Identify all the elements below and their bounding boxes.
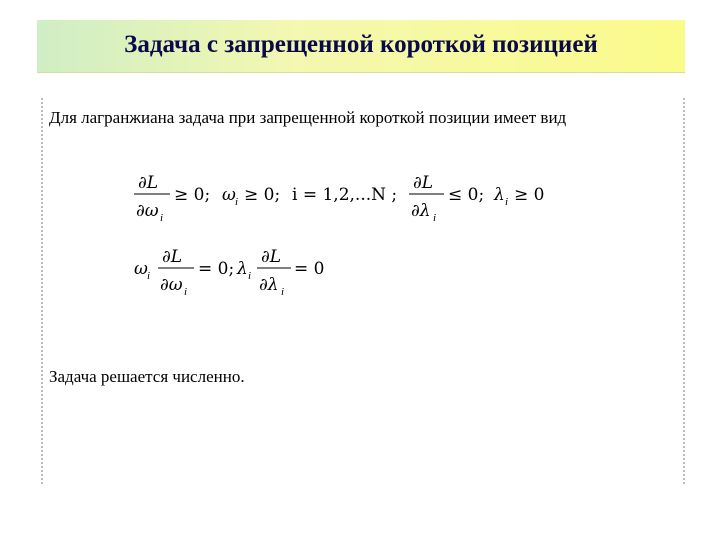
fraction-denominator: ∂λ	[411, 201, 431, 221]
dL-domega-fraction	[158, 247, 194, 298]
omega-subscript: i	[235, 196, 239, 208]
lambda-subscript: i	[505, 196, 509, 208]
dL-domega-fraction	[134, 173, 170, 224]
dL-dlambda-fraction	[409, 173, 444, 224]
fraction-numerator: ∂L	[138, 173, 159, 193]
omega-variable: ω	[134, 259, 148, 279]
fraction-numerator: ∂L	[162, 247, 183, 267]
relation-ge-zero: ≥ 0	[514, 185, 545, 205]
lambda-variable: λ	[494, 185, 505, 205]
fraction-denominator: ∂λ	[259, 275, 279, 295]
lambda-subscript: i	[248, 270, 252, 282]
omega-variable: ω	[222, 185, 236, 205]
index-range: i = 1,2,...N ;	[292, 185, 398, 205]
lambda-variable: λ	[237, 259, 248, 279]
formula-row-2	[134, 247, 324, 298]
fraction-denominator-subscript: i	[160, 212, 164, 224]
equals-zero: = 0;	[198, 259, 235, 279]
omega-subscript: i	[147, 270, 151, 282]
fraction-numerator: ∂L	[261, 247, 282, 267]
slide-title: Задача с запрещенной короткой позицией	[124, 31, 598, 58]
conclusion-text: Задача решается численно.	[49, 367, 245, 386]
fraction-denominator: ∂ω	[160, 275, 183, 295]
fraction-numerator: ∂L	[413, 173, 434, 193]
relation-ge-zero: ≥ 0;	[174, 185, 211, 205]
relation-ge-zero: ≥ 0;	[244, 185, 281, 205]
equals-zero: = 0	[294, 259, 325, 279]
dL-dlambda-fraction	[257, 247, 291, 298]
relation-le-zero: ≤ 0;	[448, 185, 485, 205]
intro-text: Для лагранжиана задача при запрещенной короткой позиции имеет вид	[49, 108, 567, 127]
fraction-denominator-subscript: i	[184, 286, 188, 298]
fraction-denominator: ∂ω	[136, 201, 159, 221]
formula-row-1	[134, 173, 544, 224]
fraction-denominator-subscript: i	[433, 212, 437, 224]
fraction-denominator-subscript: i	[281, 286, 285, 298]
